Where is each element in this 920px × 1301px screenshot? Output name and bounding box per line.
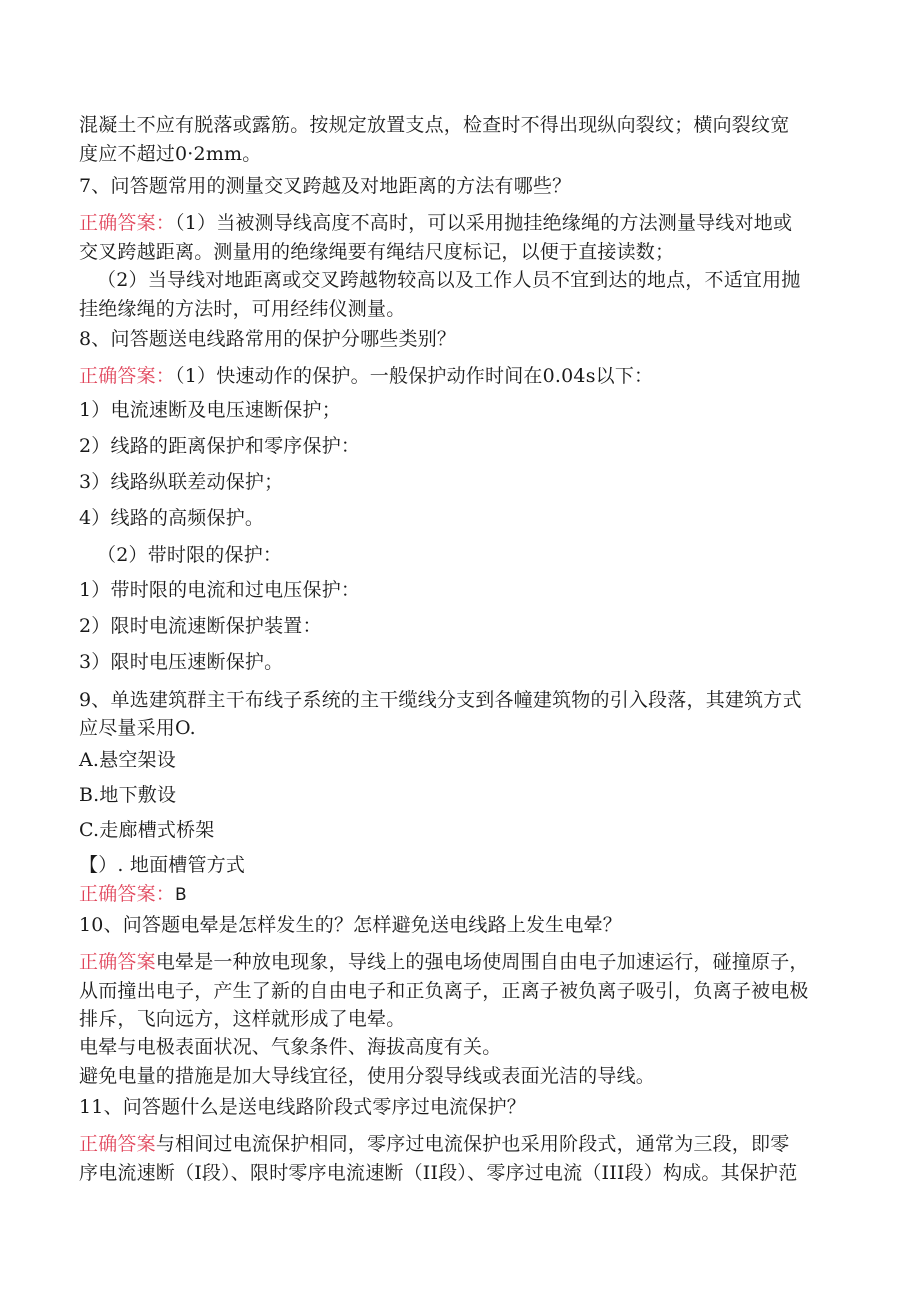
question-9: 9、单选建筑群主干布线子系统的主干缆线分支到各幢建筑物的引入段落，其建筑方式 [79,689,802,711]
answer-label: 正确答案 [79,951,156,973]
answer-label: 正确答案： [79,883,176,905]
answer-line [79,1132,789,1156]
text-line: 序电流速断（I段）、限时零序电流速断（II段）、零序过电流（III段）构成。其保护范 [79,1162,798,1184]
answer-label: 正确答案： [79,212,176,234]
text-line: （2）当导线对地距离或交叉跨越物较高以及工作人员不宜到达的地点，不适宜用抛 [97,269,801,291]
answer-line [79,882,187,907]
answer-text: 与相间过电流保护相同，零序过电流保护也采用阶段式，通常为三段，即零 [155,1133,790,1155]
answer-label: 正确答案 [79,1133,156,1155]
answer-text: B [175,885,187,905]
answer-line [79,211,792,235]
list-item: 2）限时电流速断保护装置： [79,615,322,637]
list-item: 3）限时电压速断保护。 [79,651,284,673]
text-line: 交叉跨越距离。测量用的绝缘绳要有绳结尺度标记，以便于直接读数； [79,241,675,263]
option-a: A.悬空架设 [79,749,176,771]
answer-text: （1）快速动作的保护。一般保护动作时间在0.04s以下： [175,365,654,387]
answer-line [79,950,809,974]
answer-label: 正确答案： [79,365,176,387]
list-item: 2）线路的距离保护和零序保护： [79,435,361,457]
text-line: 挂绝缘绳的方法时，可用经纬仪测量。 [79,298,406,320]
answer-text: 电晕是一种放电现象，导线上的强电场使周围自由电子加速运行，碰撞原子， [155,951,809,973]
list-item: 3）线路纵联差动保护； [79,471,284,493]
text-line: 度应不超过0·2mm。 [79,143,262,165]
list-item: 4）线路的高频保护。 [79,507,265,529]
text-line: 从而撞出电子，产生了新的自由电子和正负离子，正离子被负离子吸引，负离子被电极 [79,980,809,1002]
text-line: （2）带时限的保护： [97,544,283,566]
text-line: 避免电量的措施是加大导线宜径，使用分裂导线或表面光洁的导线。 [79,1065,656,1087]
question-10: 10、问答题电晕是怎样发生的？怎样避免送电线路上发生电晕？ [79,914,622,936]
text-line: 电晕与电极表面状况、气象条件、海拔高度有关。 [79,1036,502,1058]
list-item: 1）带时限的电流和过电压保护： [79,579,361,601]
question-8: 8、问答题送电线路常用的保护分哪些类别？ [79,328,457,350]
answer-line [79,364,653,388]
question-11: 11、问答题什么是送电线路阶段式零序过电流保护？ [79,1096,526,1118]
option-d: 【）. 地面槽管方式 [79,854,246,876]
option-c: C.走廊槽式桥架 [79,819,215,841]
question-7: 7、问答题常用的测量交叉跨越及对地距离的方法有哪些？ [79,175,572,197]
text-line: 排斥，飞向远方，这样就形成了电晕。 [79,1008,406,1030]
answer-text: （1）当被测导线高度不高时，可以采用抛挂绝缘绳的方法测量导线对地或 [175,212,793,234]
list-item: 1）电流速断及电压速断保护； [79,399,341,421]
text-line: 混凝土不应有脱落或露筋。按规定放置支点，检查时不得出现纵向裂纹；横向裂纹宽 [79,114,790,136]
option-b: B.地下敷设 [79,784,177,806]
text-line: 应尽量采用O. [79,717,196,739]
